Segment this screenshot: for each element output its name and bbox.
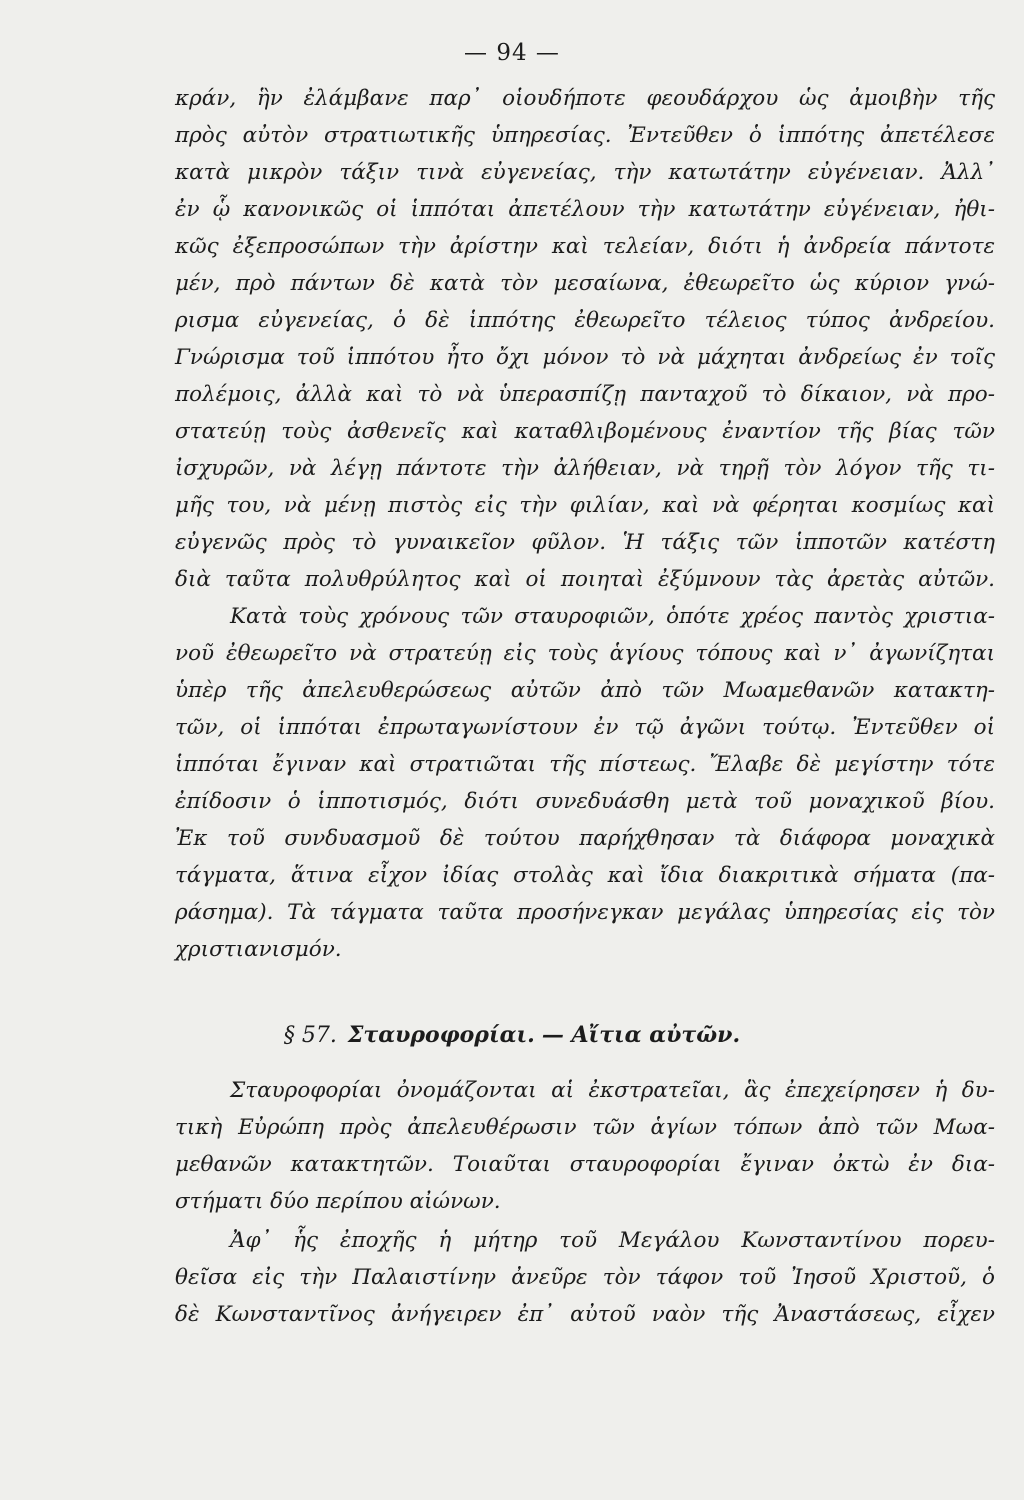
section-heading [0, 1022, 1024, 1048]
text-line: τικὴ Εὐρώπη πρὸς ἀπελευθέρωσιν τῶν ἁγίων τόπων ἀπὸ τῶν Μωα- [175, 1115, 995, 1140]
section-number: § 57. [283, 1023, 337, 1048]
text-line: Σταυροφορίαι ὀνομάζονται αἱ ἐκστρατεῖαι, ἃς ἐπεχείρησεν ἡ δυ- [230, 1078, 995, 1103]
text-line: Ἐκ τοῦ συνδυασμοῦ δὲ τούτου παρήχθησαν τὰ διάφορα μοναχικὰ [175, 826, 995, 851]
text-line: ὑπὲρ τῆς ἀπελευθερώσεως αὐτῶν ἀπὸ τῶν Μωαμεθανῶν κατακτη- [175, 678, 995, 703]
text-line: ἱππόται ἔγιναν καὶ στρατιῶται τῆς πίστεως. Ἔλαβε δὲ μεγίστην τότε [175, 752, 995, 777]
text-line: μῆς του, νὰ μένῃ πιστὸς εἰς τὴν φιλίαν, καὶ νὰ φέρηται κοσμίως καὶ [175, 493, 995, 518]
text-line: ρισμα εὐγενείας, ὁ δὲ ἱππότης ἐθεωρεῖτο τέλειος τύπος ἀνδρείου. [175, 308, 995, 333]
paragraph-crusades-definition [175, 1072, 995, 1220]
text-line: κῶς ἐξεπροσώπων τὴν ἀρίστην καὶ τελείαν, διότι ἡ ἀνδρεία πάντοτε [175, 234, 995, 259]
text-line: θεῖσα εἰς τὴν Παλαιστίνην ἀνεῦρε τὸν τάφον τοῦ Ἰησοῦ Χριστοῦ, ὁ [175, 1265, 995, 1290]
section-title: Σταυροφορίαι. [347, 1022, 535, 1048]
text-line: στήματι δύο περίπου αἰώνων. [175, 1189, 501, 1214]
section-subtitle: — Αἴτια αὐτῶν. [541, 1022, 741, 1048]
text-line: ἐπίδοσιν ὁ ἱπποτισμός, διότι συνεδυάσθη μετὰ τοῦ μοναχικοῦ βίου. [175, 789, 995, 814]
text-line: στατεύῃ τοὺς ἀσθενεῖς καὶ καταθλιβομένους ἐναντίον τῆς βίας τῶν [175, 419, 995, 444]
text-line: διὰ ταῦτα πολυθρύλητος καὶ οἱ ποιηταὶ ἐξύμνουν τὰς ἀρετὰς αὐτῶν. [175, 567, 995, 592]
text-line: Ἀφ᾿ ἧς ἐποχῆς ἡ μήτηρ τοῦ Μεγάλου Κωνσταντίνου πορευ- [230, 1228, 995, 1253]
page-number: — 94 — [464, 40, 560, 66]
text-line: μέν, πρὸ πάντων δὲ κατὰ τὸν μεσαίωνα, ἐθεωρεῖτο ὡς κύριον γνώ- [175, 271, 995, 296]
text-line: τῶν, οἱ ἱππόται ἐπρωταγωνίστουν ἐν τῷ ἀγῶνι τούτῳ. Ἐντεῦθεν οἱ [175, 715, 995, 740]
text-line: νοῦ ἐθεωρεῖτο νὰ στρατεύῃ εἰς τοὺς ἁγίους τόπους καὶ ν᾿ ἀγωνίζηται [175, 641, 995, 666]
text-line: πρὸς αὐτὸν στρατιωτικῆς ὑπηρεσίας. Ἐντεῦθεν ὁ ἱππότης ἀπετέλεσε [175, 123, 995, 148]
text-line: εὐγενῶς πρὸς τὸ γυναικεῖον φῦλον. Ἡ τάξις τῶν ἱπποτῶν κατέστη [175, 530, 995, 555]
text-line: Κατὰ τοὺς χρόνους τῶν σταυροφιῶν, ὁπότε χρέος παντὸς χριστια- [230, 604, 995, 629]
paragraph-holy-sepulchre [175, 1222, 995, 1333]
text-line: χριστιανισμόν. [175, 937, 342, 962]
text-line: κράν, ἣν ἐλάμβανε παρ᾿ οἱουδήποτε φεουδάρχου ὡς ἀμοιβὴν τῆς [175, 86, 995, 111]
paragraph-crusader-orders [175, 598, 995, 968]
text-line: τάγματα, ἅτινα εἶχον ἰδίας στολὰς καὶ ἴδια διακριτικὰ σήματα (πα- [175, 863, 995, 888]
text-line: μεθανῶν κατακτητῶν. Τοιαῦται σταυροφορίαι ἔγιναν ὀκτὼ ἐν δια- [175, 1152, 995, 1177]
text-line: ἐν ᾧ κανονικῶς οἱ ἱππόται ἀπετέλουν τὴν κατωτάτην εὐγένειαν, ἠθι- [175, 197, 995, 222]
text-line: ράσημα). Τὰ τάγματα ταῦτα προσήνεγκαν μεγάλας ὑπηρεσίας εἰς τὸν [175, 900, 995, 925]
paragraph-knighthood [175, 80, 995, 598]
text-line: πολέμοις, ἀλλὰ καὶ τὸ νὰ ὑπερασπίζῃ πανταχοῦ τὸ δίκαιον, νὰ προ- [175, 382, 995, 407]
text-line: ἰσχυρῶν, νὰ λέγῃ πάντοτε τὴν ἀλήθειαν, νὰ τηρῇ τὸν λόγον τῆς τι- [175, 456, 995, 481]
text-line: κατὰ μικρὸν τάξιν τινὰ εὐγενείας, τὴν κατωτάτην εὐγένειαν. Ἀλλ᾿ [175, 160, 995, 185]
text-line: Γνώρισμα τοῦ ἱππότου ἦτο ὄχι μόνον τὸ νὰ μάχηται ἀνδρείως ἐν τοῖς [175, 345, 995, 370]
text-line: δὲ Κωνσταντῖνος ἀνήγειρεν ἐπ᾿ αὐτοῦ ναὸν τῆς Ἀναστάσεως, εἶχεν [175, 1302, 995, 1327]
